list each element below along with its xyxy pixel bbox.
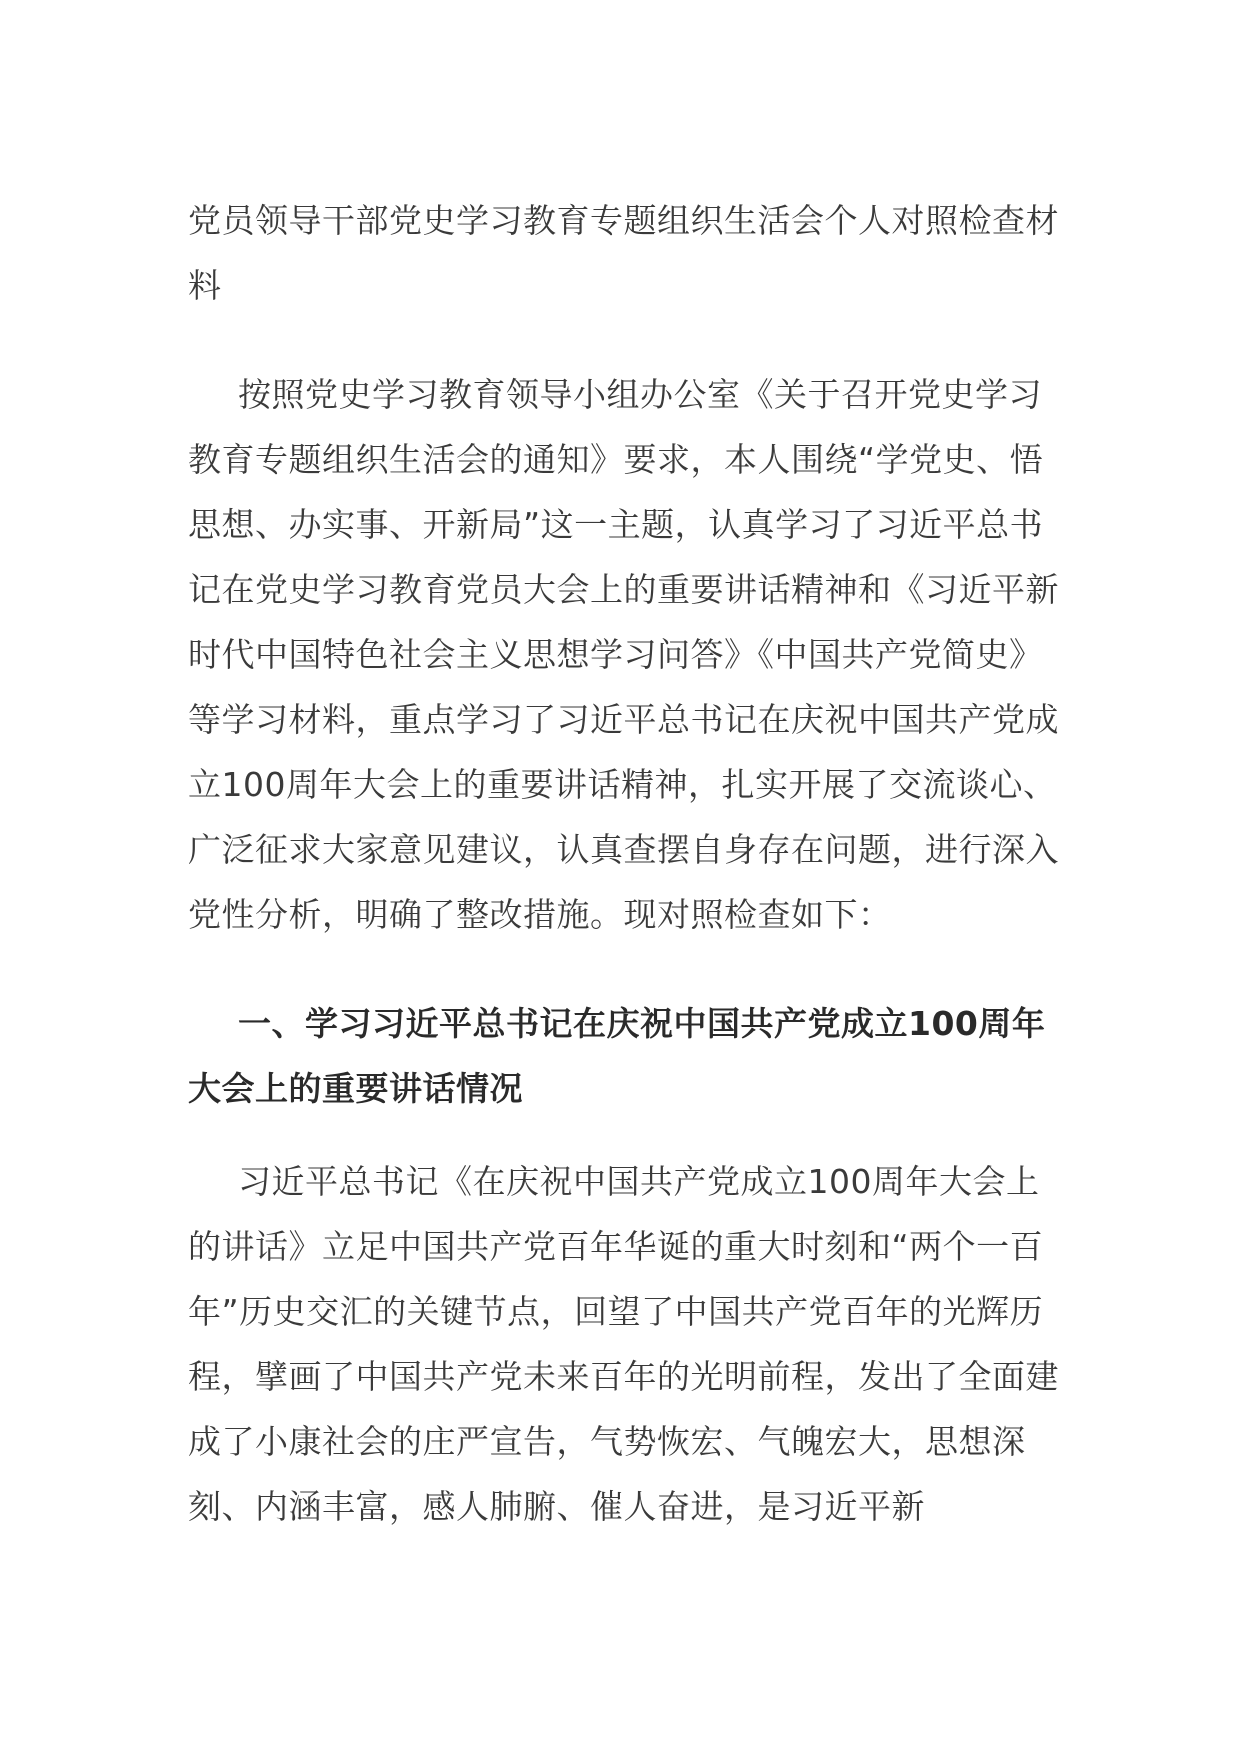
section-1-heading: 一、学习习近平总书记在庆祝中国共产党成立100周年大会上的重要讲话情况: [188, 1004, 1046, 1108]
document-title: 党员领导干部党史学习教育专题组织生活会个人对照检查材料: [188, 201, 1059, 305]
section-1-paragraph: 习近平总书记《在庆祝中国共产党成立100周年大会上的讲话》立足中国共产党百年华诞的重大时刻和“两个一百年”历史交汇的关键节点，回望了中国共产党百年的光辉历程，擘画了中国共产党未来百年的光明前程，发出了全面建成了小康社会的庄严宣告，气势恢宏、气魄宏大，思想深刻、内涵丰富，感人肺腑、催人奋进，是习近平新: [188, 1162, 1059, 1526]
intro-paragraph: 按照党史学习教育领导小组办公室《关于召开党史学习教育专题组织生活会的通知》要求，本人围绕“学党史、悟思想、办实事、开新局”这一主题，认真学习了习近平总书记在党史学习教育党员大会上的重要讲话精神和《习近平新时代中国特色社会主义思想学习问答》《中国共产党简史》等学习材料，重点学习了习近平总书记在庆祝中国共产党成立100周年大会上的重要讲话精神，扎实开展了交流谈心、广泛征求大家意见建议，认真查摆自身存在问题，进行深入党性分析，明确了整改措施。现对照检查如下：: [188, 375, 1059, 934]
document-page: [188, 188, 1060, 1539]
